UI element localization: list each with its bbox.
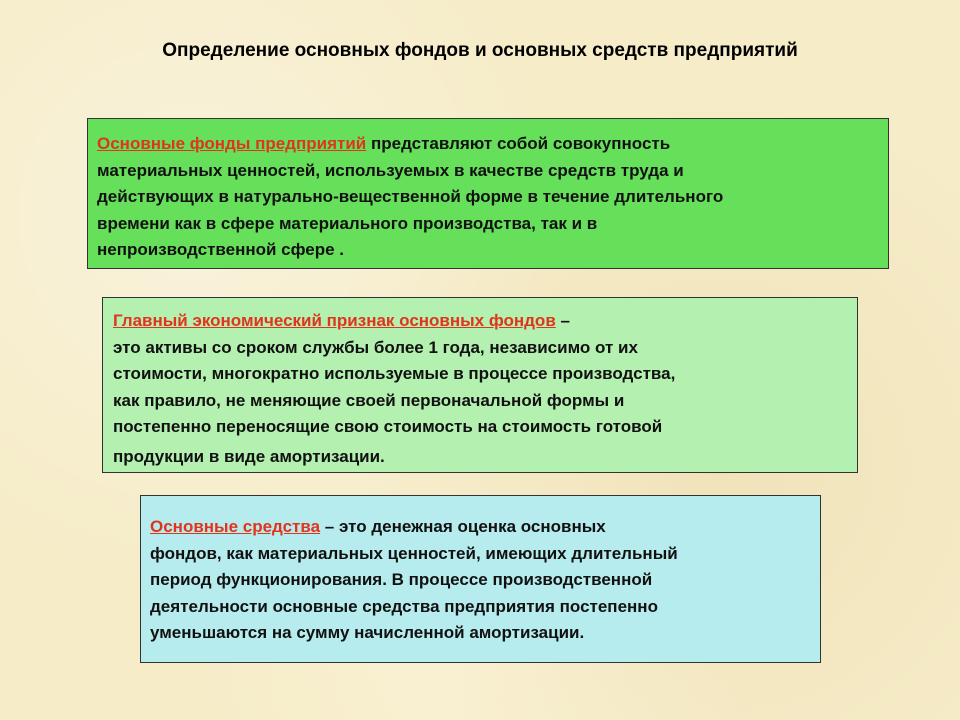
box1-line-5: непроизводственной сфере .: [97, 240, 345, 259]
box3-line-2: фондов, как материальных ценностей, имеющих длительный: [150, 543, 678, 563]
box1-line-4: времени как в сфере материального производства, так и в: [97, 213, 598, 233]
box3-dash: –: [320, 517, 339, 536]
box3-line-1: [150, 514, 812, 541]
fixed-means-term: Основные средства: [150, 517, 321, 536]
box1-text-1: представляют собой совокупность: [366, 134, 671, 153]
box3-line-5: уменьшаются на сумму начисленной амортизации.: [150, 623, 585, 642]
box2-line-3: стоимости, многократно используемые в процессе производства,: [113, 364, 676, 383]
box1-line-3: действующих в натурально-вещественной форме в течение длительного: [97, 187, 724, 206]
box2-dash: –: [555, 311, 570, 330]
box2-line-6: продукции в виде амортизации.: [113, 446, 385, 466]
box2-line-2: это активы со сроком службы более 1 года, независимо от их: [113, 337, 638, 357]
fixed-means-definition-box: [140, 495, 821, 663]
box2-line-1: [113, 308, 847, 335]
box3-text-1: это денежная оценка основных: [338, 517, 606, 536]
fixed-assets-definition-box: [87, 118, 889, 269]
box3-line-4: деятельности основные средства предприятия постепенно: [150, 596, 658, 616]
box2-line-4: как правило, не меняющие своей первоначальной формы и: [113, 390, 625, 410]
main-economic-feature-box: [102, 297, 858, 473]
fixed-assets-term: Основные фонды предприятий: [97, 134, 367, 153]
box3-line-3: период функционирования. В процессе производственной: [150, 570, 653, 589]
box1-line-1: [97, 131, 880, 158]
box2-line-5: постепенно переносящие свою стоимость на стоимость готовой: [113, 417, 663, 436]
box1-line-2: материальных ценностей, используемых в качестве средств труда и: [97, 160, 684, 180]
slide-title: Определение основных фондов и основных средств предприятий: [162, 40, 798, 61]
economic-feature-term: Главный экономический признак основных фондов: [113, 311, 556, 330]
